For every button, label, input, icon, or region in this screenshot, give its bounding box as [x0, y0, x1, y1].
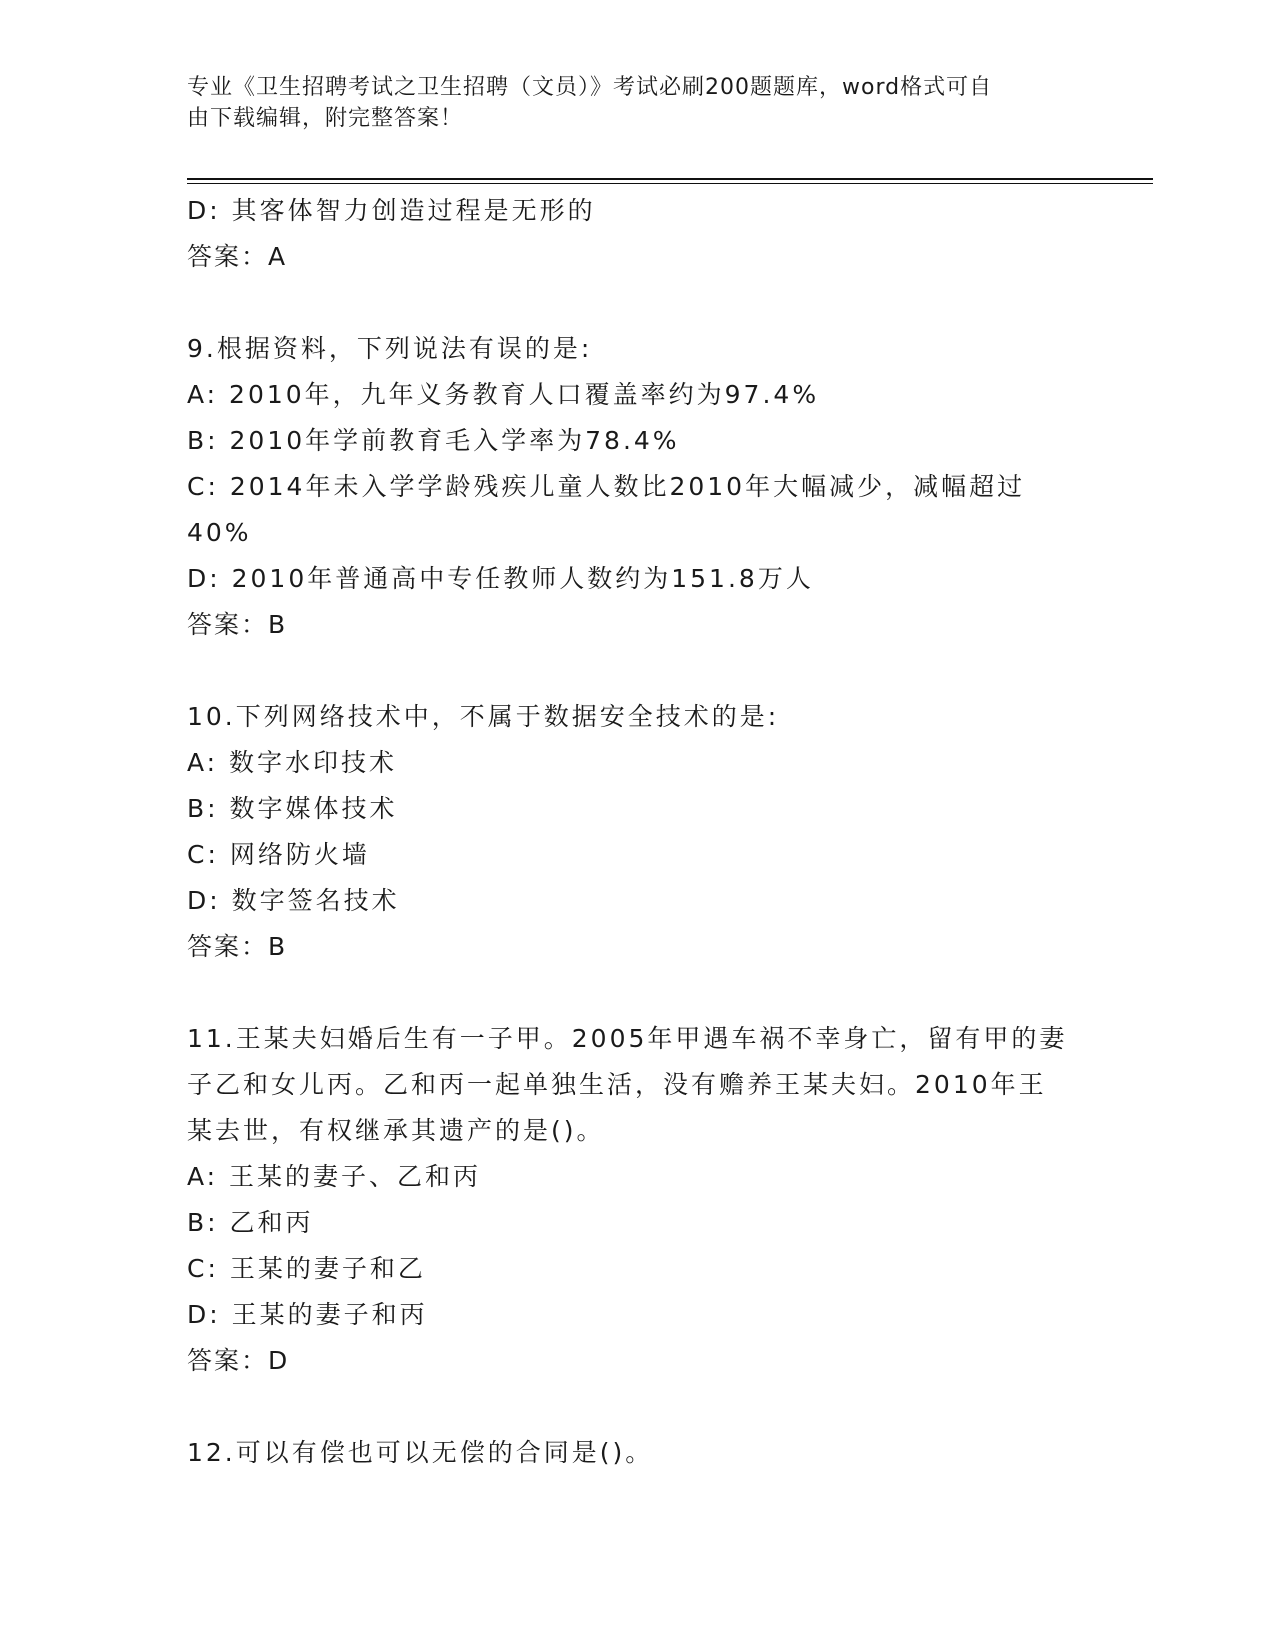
question-stem: 9.根据资料，下列说法有误的是: [187, 334, 593, 363]
option-d: D: 王某的妻子和丙 [187, 1300, 428, 1329]
question-list [187, 188, 1087, 1476]
header-line-2: 由下载编辑，附完整答案！ [187, 106, 464, 131]
option-d: D: 2010年普通高中专任教师人数约为151.8万人 [187, 564, 814, 593]
spacer [187, 970, 1087, 1016]
question-12 [187, 1430, 1087, 1476]
question-stem: 10.下列网络技术中，不属于数据安全技术的是: [187, 702, 780, 731]
question-10 [187, 694, 1087, 970]
answer: 答案：B [187, 610, 288, 639]
question-stem: 12.可以有偿也可以无偿的合同是()。 [187, 1438, 654, 1467]
spacer [187, 1384, 1087, 1430]
question-stem-continued: 子乙和女儿丙。乙和丙一起单独生活，没有赡养王某夫妇。2010年王 [187, 1070, 1047, 1099]
option-b: B: 乙和丙 [187, 1208, 314, 1237]
spacer [187, 280, 1087, 326]
option-a: A: 王某的妻子、乙和丙 [187, 1162, 482, 1191]
question-11 [187, 1016, 1087, 1384]
question-stem-continued: 某去世，有权继承其遗产的是()。 [187, 1116, 605, 1145]
answer: 答案：B [187, 932, 288, 961]
prev-question [187, 188, 1087, 280]
option-c: C: 王某的妻子和乙 [187, 1254, 426, 1283]
option-a: A: 数字水印技术 [187, 748, 398, 777]
option-a: A: 2010年，九年义务教育人口覆盖率约为97.4% [187, 380, 820, 409]
option-c: C: 网络防火墙 [187, 840, 370, 869]
option-b: B: 数字媒体技术 [187, 794, 398, 823]
answer: 答案：A [187, 242, 288, 271]
option-d: D: 其客体智力创造过程是无形的 [187, 196, 596, 225]
header-divider-thin [187, 183, 1153, 184]
document-header [187, 72, 1067, 134]
spacer [187, 648, 1087, 694]
option-b: B: 2010年学前教育毛入学率为78.4% [187, 426, 680, 455]
question-stem: 11.王某夫妇婚后生有一子甲。2005年甲遇车祸不幸身亡，留有甲的妻 [187, 1024, 1068, 1053]
option-d: D: 数字签名技术 [187, 886, 400, 915]
header-divider-thick [187, 178, 1153, 180]
question-9 [187, 326, 1087, 648]
answer: 答案：D [187, 1346, 290, 1375]
option-c: C: 2014年未入学学龄残疾儿童人数比2010年大幅减少，减幅超过 [187, 472, 1026, 501]
header-line-1: 专业《卫生招聘考试之卫生招聘（文员）》考试必刷200题题库，word格式可自 [187, 75, 993, 100]
option-c-continued: 40% [187, 518, 252, 547]
